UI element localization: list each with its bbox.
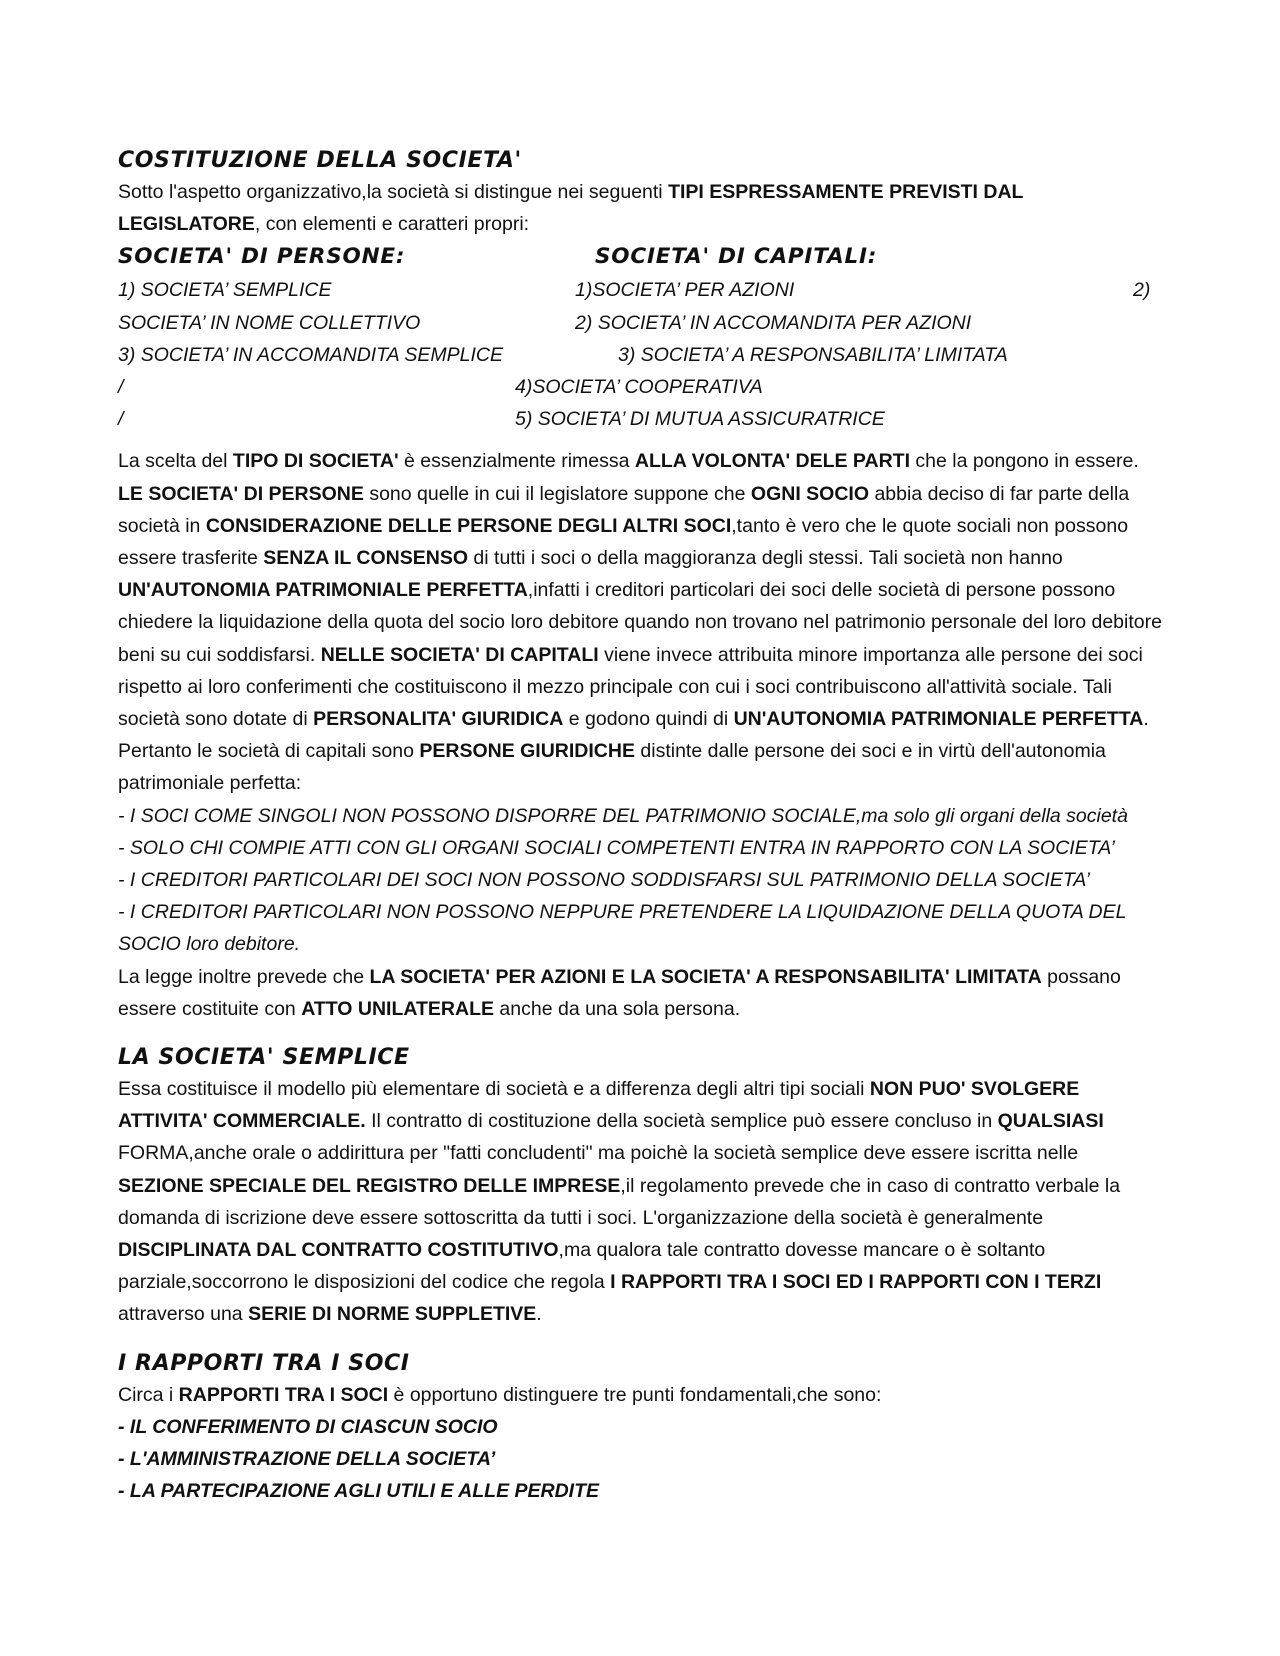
- bold-text: SERIE DI NORME SUPPLETIVE: [248, 1303, 537, 1326]
- bold-text: ATTO UNILATERALE: [301, 997, 495, 1020]
- type-persone: SOCIETA’ IN NOME COLLETTIVO: [118, 311, 421, 334]
- types-row: [118, 274, 1168, 306]
- bold-text: I RAPPORTI TRA I SOCI ED I RAPPORTI CON I TERZI: [610, 1271, 1102, 1294]
- section-title-costituzione: COSTITUZIONE DELLA SOCIETA': [118, 148, 522, 173]
- bold-text: RAPPORTI TRA I SOCI: [178, 1383, 389, 1406]
- bold-text: NELLE SOCIETA' DI CAPITALI: [320, 643, 599, 666]
- bold-text: TIPO DI SOCIETA': [232, 450, 399, 473]
- document-body: [118, 146, 1168, 1507]
- heading-societa-di-persone: SOCIETA' DI PERSONE:: [118, 244, 406, 270]
- bold-text: ALLA VOLONTA' DELE PARTI: [634, 450, 910, 473]
- company-types-header: [118, 240, 1168, 274]
- paragraph-scelta-tipo: La scelta del TIPO DI SOCIETA' è essenzialmente rimessa ALLA VOLONTA' DELE PARTI che la pongono in essere.: [118, 450, 1139, 473]
- bold-text: NON PUO' SVOLGERE ATTIVITA' COMMERCIALE.: [118, 1078, 1080, 1133]
- bold-text: PERSONALITA' GIURIDICA: [313, 707, 564, 730]
- bullet-item: - SOLO CHI COMPIE ATTI CON GLI ORGANI SOCIALI COMPETENTI ENTRA IN RAPPORTO CON LA SOCIETA’: [118, 836, 1115, 859]
- bold-text: SENZA IL CONSENSO: [263, 546, 469, 569]
- bold-text: UN'AUTONOMIA PATRIMONIALE PERFETTA: [733, 707, 1144, 730]
- bullet-item: - I CREDITORI PARTICOLARI NON POSSONO NEPPURE PRETENDERE LA LIQUIDAZIONE DELLA QUOTA DEL SOCIO loro debitore.: [118, 901, 1127, 956]
- bold-text: UN'AUTONOMIA PATRIMONIALE PERFETTA: [118, 579, 528, 602]
- type-capitali: 1)SOCIETA’ PER AZIONI: [575, 279, 795, 302]
- point-item: - LA PARTECIPAZIONE AGLI UTILI E ALLE PERDITE: [118, 1480, 600, 1503]
- type-persone: /: [118, 408, 124, 431]
- bold-text: DISCIPLINATA DAL CONTRATTO COSTITUTIVO: [118, 1239, 559, 1262]
- bullet-item: - I CREDITORI PARTICOLARI DEI SOCI NON POSSONO SODDISFARSI SUL PATRIMONIO DELLA SOCIETA’: [118, 868, 1090, 891]
- heading-societa-di-capitali: SOCIETA' DI CAPITALI:: [595, 244, 878, 270]
- type-capitali: 4)SOCIETA’ COOPERATIVA: [515, 375, 763, 398]
- type-capitali: 5) SOCIETA’ DI MUTUA ASSICURATRICE: [515, 408, 885, 431]
- bold-text: TIPI ESPRESSAMENTE PREVISTI DAL LEGISLATORE: [118, 181, 1024, 236]
- types-row: [118, 371, 1168, 403]
- paragraph-rapporti-intro: Circa i RAPPORTI TRA I SOCI è opportuno distinguere tre punti fondamentali,che sono:: [118, 1383, 882, 1406]
- paragraph-societa-persone-capitali: LE SOCIETA' DI PERSONE sono quelle in cui il legislatore suppone che OGNI SOCIO abbia deciso di far parte della società in CONSIDERAZIONE DELLE PERSONE DEGLI ALTRI SOCI,tanto è vero che le quote sociali non possono essere trasferite SENZA IL CONSENSO di tutti i soci o della maggioranza degli stessi. Tali società non hanno UN'AUTONOMIA PATRIMONIALE PERFETTA,infatti i creditori particolari dei soci delle società di persone possono chiedere la liquidazione della quota del socio loro debitore quando non trovano nel patrimonio personale del loro debitore beni su cui soddisfarsi. NELLE SOCIETA' DI CAPITALI viene invece attribuita minore importanza alle persone dei soci rispetto ai loro conferimenti che costituiscono il mezzo principale con cui i soci contribuiscono all'attività sociale. Tali società sono dotate di PERSONALITA' GIURIDICA e godono quindi di UN'AUTONOMIA PATRIMONIALE PERFETTA. Pertanto le società di capitali sono PERSONE GIURIDICHE distinte dalle persone dei soci e in virtù dell'autonomia patrimoniale perfetta:: [118, 482, 1162, 795]
- paragraph-atto-unilaterale: La legge inoltre prevede che LA SOCIETA' PER AZIONI E LA SOCIETA' A RESPONSABILITA' LIMITATA possano essere costituite con ATTO UNILATERALE anche da una sola persona.: [118, 965, 1121, 1020]
- type-capitali: 3) SOCIETA’ A RESPONSABILITA’ LIMITATA: [618, 343, 1008, 366]
- types-row: [118, 403, 1168, 435]
- bold-text: LE SOCIETA' DI PERSONE: [118, 482, 364, 505]
- bold-text: SEZIONE SPECIALE DEL REGISTRO DELLE IMPRESE: [118, 1174, 621, 1197]
- types-row: [118, 339, 1168, 371]
- type-marker: 2): [1133, 279, 1151, 302]
- paragraph-societa-semplice: Essa costituisce il modello più elementare di società e a differenza degli altri tipi sociali NON PUO' SVOLGERE ATTIVITA' COMMERCIALE. Il contratto di costituzione della società semplice può essere concluso in QUALSIASI FORMA,anche orale o addirittura per "fatti concludenti" ma poichè la società semplice deve essere iscritta nelle SEZIONE SPECIALE DEL REGISTRO DELLE IMPRESE,il regolamento prevede che in caso di contratto verbale la domanda di iscrizione deve essere sottoscritta da tutti i soci. L'organizzazione della società è generalmente DISCIPLINATA DAL CONTRATTO COSTITUTIVO,ma qualora tale contratto dovesse mancare o è soltanto parziale,soccorrono le disposizioni del codice che regola I RAPPORTI TRA I SOCI ED I RAPPORTI CON I TERZI attraverso una SERIE DI NORME SUPPLETIVE.: [118, 1078, 1121, 1326]
- point-item: - IL CONFERIMENTO DI CIASCUN SOCIO: [118, 1415, 498, 1438]
- types-row: [118, 307, 1168, 339]
- intro-paragraph: Sotto l'aspetto organizzativo,la società si distingue nei seguenti TIPI ESPRESSAMENTE PREVISTI DAL LEGISLATORE, con elementi e caratteri propri:: [118, 181, 1024, 236]
- section-title-rapporti-soci: I RAPPORTI TRA I SOCI: [118, 1350, 410, 1376]
- bold-text: QUALSIASI: [997, 1110, 1104, 1133]
- type-persone: 1) SOCIETA’ SEMPLICE: [118, 279, 332, 302]
- section-title-societa-semplice: LA SOCIETA' SEMPLICE: [118, 1045, 410, 1070]
- bold-text: OGNI SOCIO: [750, 482, 870, 505]
- bold-text: PERSONE GIURIDICHE: [419, 740, 635, 763]
- type-persone: 3) SOCIETA’ IN ACCOMANDITA SEMPLICE: [118, 343, 504, 366]
- point-item: - L'AMMINISTRAZIONE DELLA SOCIETA’: [118, 1448, 496, 1471]
- type-capitali: 2) SOCIETA’ IN ACCOMANDITA PER AZIONI: [575, 311, 972, 334]
- bold-text: CONSIDERAZIONE DELLE PERSONE DEGLI ALTRI SOCI: [205, 514, 732, 537]
- bold-text: LA SOCIETA' PER AZIONI E LA SOCIETA' A RESPONSABILITA' LIMITATA: [369, 965, 1042, 988]
- type-persone: /: [118, 375, 124, 398]
- bullet-item: - I SOCI COME SINGOLI NON POSSONO DISPORRE DEL PATRIMONIO SOCIALE,ma solo gli organi della società: [118, 804, 1128, 827]
